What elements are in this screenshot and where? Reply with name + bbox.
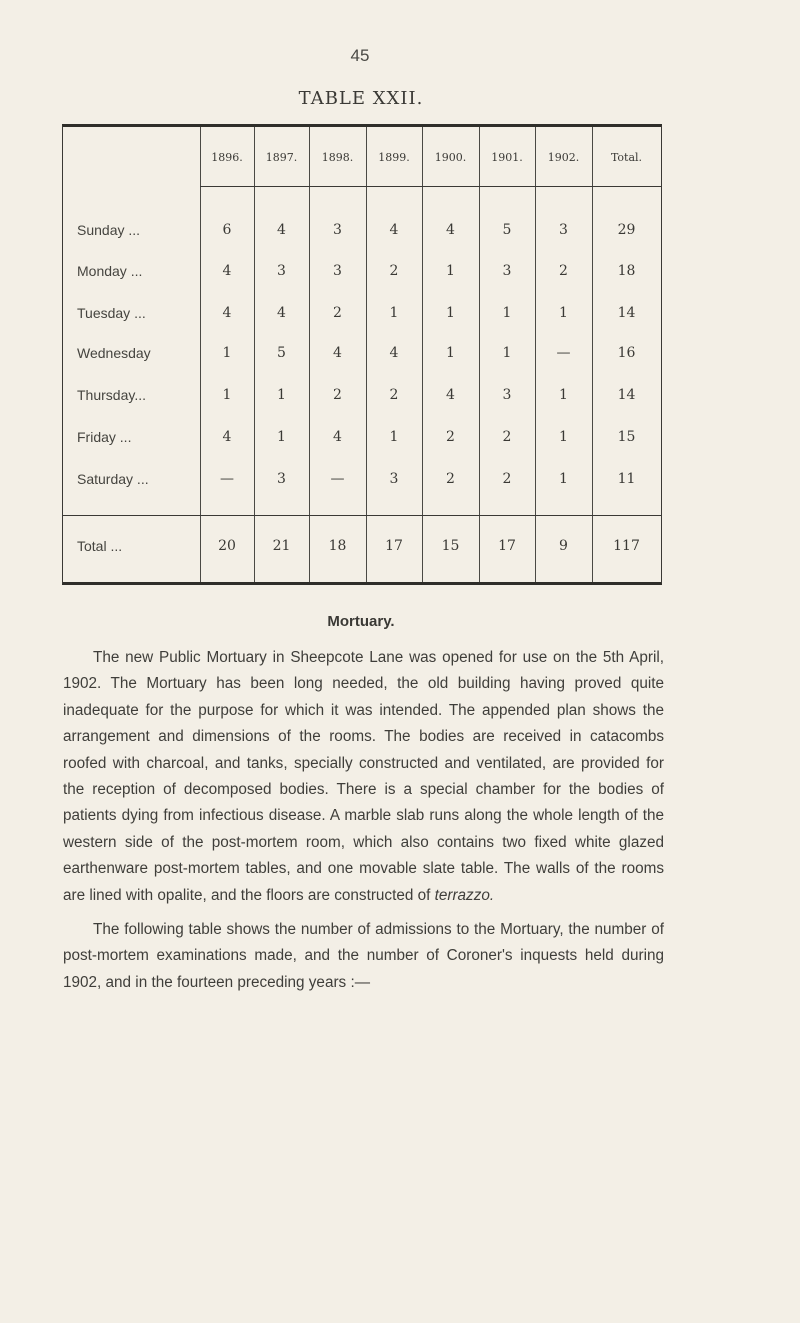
column-header: 1896. (211, 151, 243, 164)
table-cell: 1 (222, 387, 232, 403)
table-cell: 4 (446, 222, 455, 238)
header-rule (200, 186, 661, 187)
following-table-paragraph: The following table shows the number of admissions to the Mortuary, the number of post-mortem examinations made, and the number of Coroner's inquests held during 1902, and in the fourteen preceding years :— (63, 921, 664, 991)
table-cell: — (220, 471, 234, 487)
paragraph-text: The new Public Mortuary in Sheepcote Lane was opened for use on the 5th April, 1902. The Mortuary has been long needed, the old building having proved quite inadequate for the purpose for which it was intended. The appended plan shows the arrangement and dimensions of the rooms. The bodies are received in catacombs roofed with charcoal, and tanks, specially constructed and ventilated, are provided for the reception of decomposed bodies. There is a special chamber for the bodies of patients dying from infectious disease. A marble slab runs along the whole length of the western side of the post-mortem room, which also contains two fixed white glazed earthenware post-mortem tables, and one movable slate table. The walls of the rooms are lined with opalite, and the floors are constructed of (63, 649, 664, 904)
table-cell: 4 (389, 222, 399, 238)
row-total-cell: 16 (617, 345, 636, 361)
table-cell: 5 (277, 345, 286, 361)
row-label: Thursday... (77, 387, 146, 403)
table-cell: 1 (559, 429, 568, 445)
table-cell: 2 (502, 429, 512, 445)
table-cell: 4 (333, 429, 342, 445)
table-cell: 3 (277, 471, 286, 487)
table-cell: 17 (498, 538, 516, 554)
row-label: Monday ... (77, 263, 143, 279)
table-cell: 3 (502, 387, 512, 403)
table-cell: 2 (559, 263, 568, 279)
table-cell: 4 (446, 387, 455, 403)
table-cell: — (330, 471, 345, 487)
total-row-label: Total ... (77, 538, 123, 554)
table-cell: 1 (502, 345, 512, 361)
paragraph-italic-word: terrazzo. (434, 886, 495, 904)
table-cell: 4 (222, 263, 232, 279)
row-label: Saturday ... (77, 471, 149, 487)
table-cell: 1 (559, 387, 568, 403)
table-cell: 2 (333, 387, 342, 403)
table-cell: 3 (277, 263, 286, 279)
table-cell: — (556, 345, 571, 361)
table-cell: 1 (446, 263, 455, 279)
row-label: Friday ... (77, 429, 132, 445)
table-cell: 17 (385, 538, 403, 554)
row-total-cell: 11 (617, 471, 636, 487)
table-cell: 2 (446, 429, 455, 445)
table-cell: 4 (277, 305, 286, 321)
table-cell: 1 (389, 305, 399, 321)
column-header: 1897. (265, 151, 298, 164)
table-cell: 1 (222, 345, 232, 361)
table-cell: 1 (559, 305, 568, 321)
row-label: Wednesday (77, 345, 151, 361)
column-header: 1902. (547, 151, 580, 164)
row-total-cell: 117 (613, 538, 640, 554)
table-cell: 1 (446, 305, 455, 321)
table-cell: 3 (333, 263, 342, 279)
row-total-cell: 29 (617, 222, 636, 238)
table-cell: 20 (218, 538, 236, 554)
table-cell: 1 (277, 429, 286, 445)
table-cell: 2 (502, 471, 512, 487)
table-cell: 1 (277, 387, 286, 403)
column-header: 1900. (434, 151, 467, 164)
row-label: Sunday ... (77, 222, 141, 238)
column-header-total: Total. (610, 151, 643, 164)
row-total-cell: 14 (617, 305, 636, 321)
table-cell: 6 (222, 222, 232, 238)
table-cell: 2 (333, 305, 342, 321)
table-cell: 2 (389, 387, 399, 403)
table-cell: 3 (502, 263, 512, 279)
mortuary-paragraph (63, 645, 664, 909)
table-cell: 3 (559, 222, 568, 238)
table-title: TABLE XXII. (298, 88, 424, 109)
row-total-cell: 18 (617, 263, 636, 279)
row-total-cell: 14 (617, 387, 636, 403)
table-cell: 1 (559, 471, 568, 487)
row-total-cell: 15 (617, 429, 636, 445)
statistics-table (62, 124, 662, 585)
column-header: 1899. (378, 151, 410, 164)
column-header: 1898. (321, 151, 354, 164)
table-cell: 4 (222, 305, 232, 321)
total-rule (63, 515, 661, 516)
table-cell: 3 (389, 471, 399, 487)
column-header: 1901. (491, 151, 523, 164)
table-cell: 15 (441, 538, 460, 554)
table-cell: 21 (272, 538, 291, 554)
table-cell: 1 (389, 429, 399, 445)
table-cell: 2 (446, 471, 455, 487)
page-number: 45 (350, 46, 370, 65)
table-cell: 1 (446, 345, 455, 361)
table-cell: 18 (328, 538, 347, 554)
table-cell: 4 (389, 345, 399, 361)
table-cell: 4 (333, 345, 342, 361)
row-label: Tuesday ... (77, 305, 146, 321)
table-cell: 3 (333, 222, 342, 238)
table-cell: 4 (277, 222, 286, 238)
section-heading: Mortuary. (327, 613, 395, 630)
table-cell: 9 (559, 538, 568, 554)
table-cell: 5 (502, 222, 512, 238)
table-cell: 2 (389, 263, 399, 279)
table-cell: 1 (502, 305, 512, 321)
table-cell: 4 (222, 429, 232, 445)
